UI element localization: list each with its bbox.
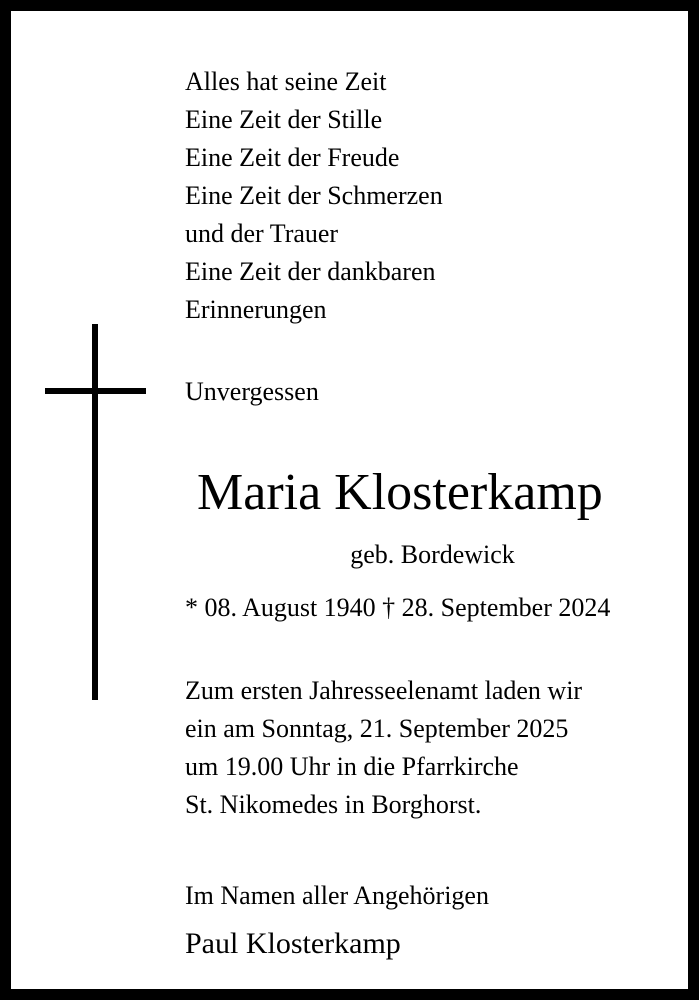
poem-line: Eine Zeit der dankbaren <box>185 257 436 286</box>
poem-line: Eine Zeit der Schmerzen <box>185 181 443 210</box>
announcement-line: um 19.00 Uhr in die Pfarrkirche <box>185 752 519 781</box>
memorial-announcement <box>185 672 582 824</box>
deceased-name: Maria Klosterkamp <box>197 464 603 521</box>
family-note: Im Namen aller Angehörigen <box>185 881 489 910</box>
poem-line: Alles hat seine Zeit <box>185 67 387 96</box>
remembrance-label: Unvergessen <box>185 377 319 406</box>
life-dates: * 08. August 1940 † 28. September 2024 <box>185 593 611 622</box>
announcement-line: ein am Sonntag, 21. September 2025 <box>185 714 569 743</box>
birth-name: geb. Bordewick <box>350 540 515 569</box>
cross-vertical-bar <box>92 324 98 700</box>
announcement-line: Zum ersten Jahresseelenamt laden wir <box>185 676 583 705</box>
announcement-line: St. Nikomedes in Borghorst. <box>185 790 482 819</box>
poem-line: Eine Zeit der Stille <box>185 105 383 134</box>
signature: Paul Klosterkamp <box>185 927 401 960</box>
poem <box>185 63 443 329</box>
cross-horizontal-bar <box>45 388 146 394</box>
poem-line: Eine Zeit der Freude <box>185 143 400 172</box>
poem-line: Erinnerungen <box>185 295 327 324</box>
poem-line: und der Trauer <box>185 219 339 248</box>
